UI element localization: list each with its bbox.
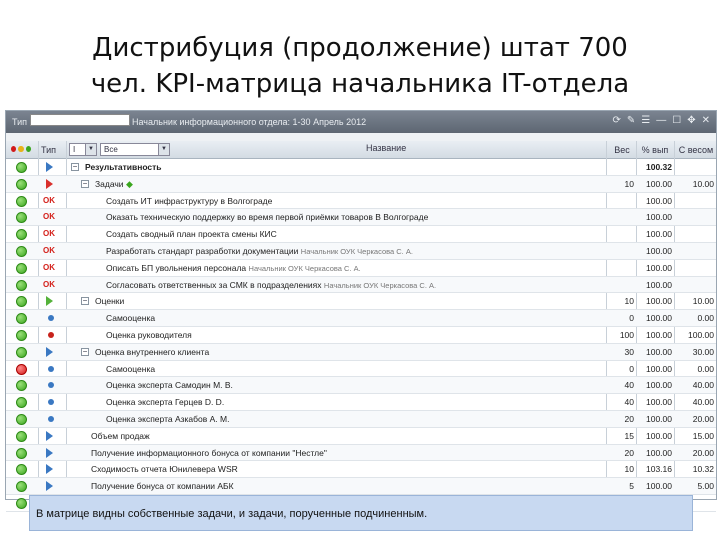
row-name: Самооценка (106, 363, 156, 374)
row-name: Оценка эксперта Самодин М. В. (106, 380, 233, 391)
row-percent: 103.16 (646, 464, 672, 475)
kpi-flag-icon (46, 296, 53, 306)
row-weight: 0 (629, 313, 634, 324)
table-row[interactable] (6, 159, 716, 176)
row-weight: 30 (624, 346, 634, 357)
maximize-icon[interactable]: ☐ (672, 115, 682, 126)
row-percent: 100.00 (646, 262, 672, 273)
status-indicator-icon (16, 313, 27, 324)
status-indicator-icon (16, 229, 27, 240)
row-weight: 20 (624, 413, 634, 424)
row-name: Самооценка (106, 313, 156, 324)
row-name: Оценки (95, 296, 125, 307)
list-icon[interactable]: ☰ (641, 115, 651, 126)
status-indicator-icon (16, 330, 27, 341)
row-name: Получение бонуса от компании АБК (91, 481, 234, 492)
assessment-dot-icon (48, 416, 54, 422)
row-name: Оценка внутреннего клиента (95, 346, 210, 357)
kpi-flag-icon (46, 431, 53, 441)
scope-select-value: Все (104, 145, 118, 154)
table-header (6, 141, 716, 159)
table-row[interactable] (6, 209, 716, 226)
slide-caption: В матрице видны собственные задачи, и задачи, порученные подчиненным. (29, 495, 693, 531)
total-column-header[interactable]: С весом (678, 145, 714, 155)
toolbar-gap (6, 133, 716, 141)
table-row[interactable] (6, 394, 716, 411)
row-name: Согласовать ответственных за СМК в подразделениях Начальник ОУК Черкасова С. А. (106, 279, 437, 290)
status-indicator-icon (16, 162, 27, 173)
move-icon[interactable]: ✥ (687, 115, 696, 126)
row-name: Оценка эксперта Азкабов А. М. (106, 413, 230, 424)
kpi-table-body (6, 159, 716, 512)
status-indicator-icon (16, 380, 27, 391)
window-toolbar (613, 115, 711, 126)
row-name: Оценка эксперта Герцев D. D. (106, 397, 225, 408)
row-weight: 100 (619, 329, 634, 340)
row-name: Оказать техническую поддержку во время первой приёмки товаров В Волгограде (106, 212, 429, 223)
row-percent: 100.00 (646, 279, 672, 290)
table-row[interactable] (6, 428, 716, 445)
table-row[interactable] (6, 478, 716, 495)
row-percent: 100.32 (646, 162, 672, 172)
kpi-flag-icon (46, 347, 53, 357)
chevron-down-icon: ▼ (158, 144, 169, 155)
row-weight: 40 (624, 380, 634, 391)
row-weight: 0 (629, 363, 634, 374)
type-column-header: Тип (41, 145, 57, 155)
chevron-down-icon: ▼ (85, 144, 96, 155)
slide-title (0, 30, 720, 102)
add-task-icon[interactable]: ◆ (123, 178, 133, 189)
weight-column-header[interactable]: Вес (614, 145, 630, 155)
app-name: Тип (12, 117, 28, 127)
row-responsible: Начальник ОУК Черкасова С. А. (323, 280, 437, 290)
table-row[interactable] (6, 277, 716, 294)
status-indicator-icon (16, 481, 27, 492)
kpi-flag-icon (46, 162, 53, 172)
row-name: Создать ИТ инфраструктуру в Волгограде (106, 195, 273, 206)
status-indicator-icon (16, 246, 27, 257)
ok-badge: OK (43, 262, 55, 272)
edit-icon[interactable]: ✎ (626, 115, 636, 126)
assessment-dot-icon (48, 399, 54, 405)
status-indicator-icon (16, 431, 27, 442)
name-column-header[interactable]: Название (366, 143, 407, 153)
collapse-icon[interactable]: − (82, 296, 88, 306)
row-name: Результативность (85, 162, 162, 172)
table-row[interactable] (6, 293, 716, 310)
ok-badge: OK (43, 195, 55, 205)
row-name: Создать сводный план проекта смены КИС (106, 229, 277, 240)
yellow-dot-icon (18, 146, 23, 152)
status-indicator-icon (16, 212, 27, 223)
row-name: Описать БП увольнения персонала Начальник ОУК Черкасова С. А. (106, 262, 361, 273)
row-weight: 10 (624, 178, 634, 189)
row-weighted-total: 15.00 (692, 430, 714, 441)
row-percent: 100.00 (646, 195, 672, 206)
assessment-dot-icon (48, 315, 54, 321)
kpi-flag-icon (46, 179, 53, 189)
ok-badge: OK (43, 212, 55, 222)
row-percent: 100.00 (646, 430, 672, 441)
collapse-icon[interactable]: − (82, 346, 88, 356)
row-percent: 100.00 (646, 313, 672, 324)
status-indicator-icon (16, 280, 27, 291)
scope-select[interactable] (100, 143, 170, 156)
row-name: Получение информационного бонуса от компании "Нестле" (91, 447, 327, 458)
status-indicator-icon (16, 448, 27, 459)
row-name: Оценка руководителя (106, 329, 192, 340)
table-row[interactable] (6, 176, 716, 193)
row-percent: 100.00 (646, 363, 672, 374)
table-row[interactable] (6, 243, 716, 260)
row-name: Объем продаж (91, 430, 150, 441)
table-row[interactable] (6, 411, 716, 428)
status-indicator-icon (16, 296, 27, 307)
row-weighted-total: 30.00 (692, 346, 714, 357)
row-weight: 40 (624, 397, 634, 408)
row-weight: 5 (629, 481, 634, 492)
kpi-flag-icon (46, 464, 53, 474)
status-indicator-icon (16, 397, 27, 408)
row-percent: 100.00 (646, 178, 672, 189)
row-percent: 100.00 (646, 447, 672, 458)
row-percent: 100.00 (646, 380, 672, 391)
status-indicator-icon (16, 179, 27, 190)
row-weighted-total: 0.00 (697, 313, 714, 324)
ok-badge: OK (43, 229, 55, 239)
row-percent: 100.00 (646, 296, 672, 307)
slide-title-line2: чел. KPI-матрица начальника IT-отдела (90, 69, 630, 99)
green-dot-icon (26, 146, 31, 152)
row-responsible: Начальник ОУК Черкасова С. А. (248, 263, 361, 273)
filter-select[interactable] (69, 143, 97, 156)
row-weighted-total: 40.00 (692, 380, 714, 391)
row-weighted-total: 10.32 (692, 464, 714, 475)
row-percent: 100.00 (646, 346, 672, 357)
table-row[interactable] (6, 327, 716, 344)
row-weight: 10 (624, 296, 634, 307)
red-dot-icon (11, 146, 16, 152)
row-weighted-total: 5.00 (697, 481, 714, 492)
collapse-icon[interactable]: − (72, 162, 78, 171)
table-row[interactable] (6, 344, 716, 361)
status-indicator-icon (16, 414, 27, 425)
row-weight: 10 (624, 464, 634, 475)
row-weighted-total: 20.00 (692, 447, 714, 458)
kpi-flag-icon (46, 448, 53, 458)
status-indicator-icon (16, 464, 27, 475)
search-input[interactable] (30, 114, 130, 126)
row-name: Сходимость отчета Юнилевера WSR (91, 464, 238, 475)
window-title: Начальник информационного отдела: 1-30 Апрель 2012 (132, 117, 367, 127)
row-percent: 100.00 (646, 329, 672, 340)
kpi-flag-icon (46, 481, 53, 491)
close-icon[interactable]: ✕ (701, 115, 710, 126)
row-responsible: Начальник ОУК Черкасова С. А. (300, 246, 413, 256)
row-percent: 100.00 (646, 212, 672, 223)
ok-badge: OK (43, 279, 55, 289)
status-indicator-icon (16, 347, 27, 358)
status-indicator-icon (16, 498, 27, 509)
assessment-dot-icon (48, 332, 54, 338)
row-weighted-total: 100.00 (688, 329, 714, 340)
row-weight: 20 (624, 447, 634, 458)
status-column-header (11, 146, 31, 152)
table-row[interactable] (6, 193, 716, 210)
row-name: Разработать стандарт разработки документации Начальник ОУК Черкасова С. А. (106, 245, 413, 256)
row-weighted-total: 20.00 (692, 413, 714, 424)
row-percent: 100.00 (646, 481, 672, 492)
row-percent: 100.00 (646, 245, 672, 256)
row-percent: 100.00 (646, 413, 672, 424)
row-weight: 15 (624, 430, 634, 441)
table-row[interactable] (6, 377, 716, 394)
table-row[interactable] (6, 445, 716, 462)
assessment-dot-icon (48, 366, 54, 372)
ok-badge: OK (43, 245, 55, 255)
row-percent: 100.00 (646, 229, 672, 240)
table-row[interactable] (6, 226, 716, 243)
row-weighted-total: 40.00 (692, 397, 714, 408)
status-indicator-icon (16, 196, 27, 207)
row-name: Задачи ◆ (95, 178, 133, 189)
collapse-icon[interactable]: − (82, 178, 88, 188)
table-row[interactable] (6, 260, 716, 277)
row-weighted-total: 10.00 (692, 178, 714, 189)
status-indicator-icon (16, 263, 27, 274)
assessment-dot-icon (48, 382, 54, 388)
status-indicator-icon (16, 364, 27, 375)
row-percent: 100.00 (646, 397, 672, 408)
row-weighted-total: 0.00 (697, 363, 714, 374)
row-weighted-total: 10.00 (692, 296, 714, 307)
pct-column-header[interactable]: % вып (641, 145, 669, 155)
window-titlebar (6, 111, 716, 133)
table-row[interactable] (6, 361, 716, 378)
filter-select-value: I (73, 145, 76, 154)
minimize-icon[interactable]: — (656, 115, 667, 126)
table-row[interactable] (6, 310, 716, 327)
slide-title-line1: Дистрибуция (продолжение) штат 700 (92, 33, 628, 63)
kpi-matrix-window (5, 110, 717, 500)
refresh-icon[interactable]: ⟳ (612, 115, 621, 126)
table-row[interactable] (6, 461, 716, 478)
